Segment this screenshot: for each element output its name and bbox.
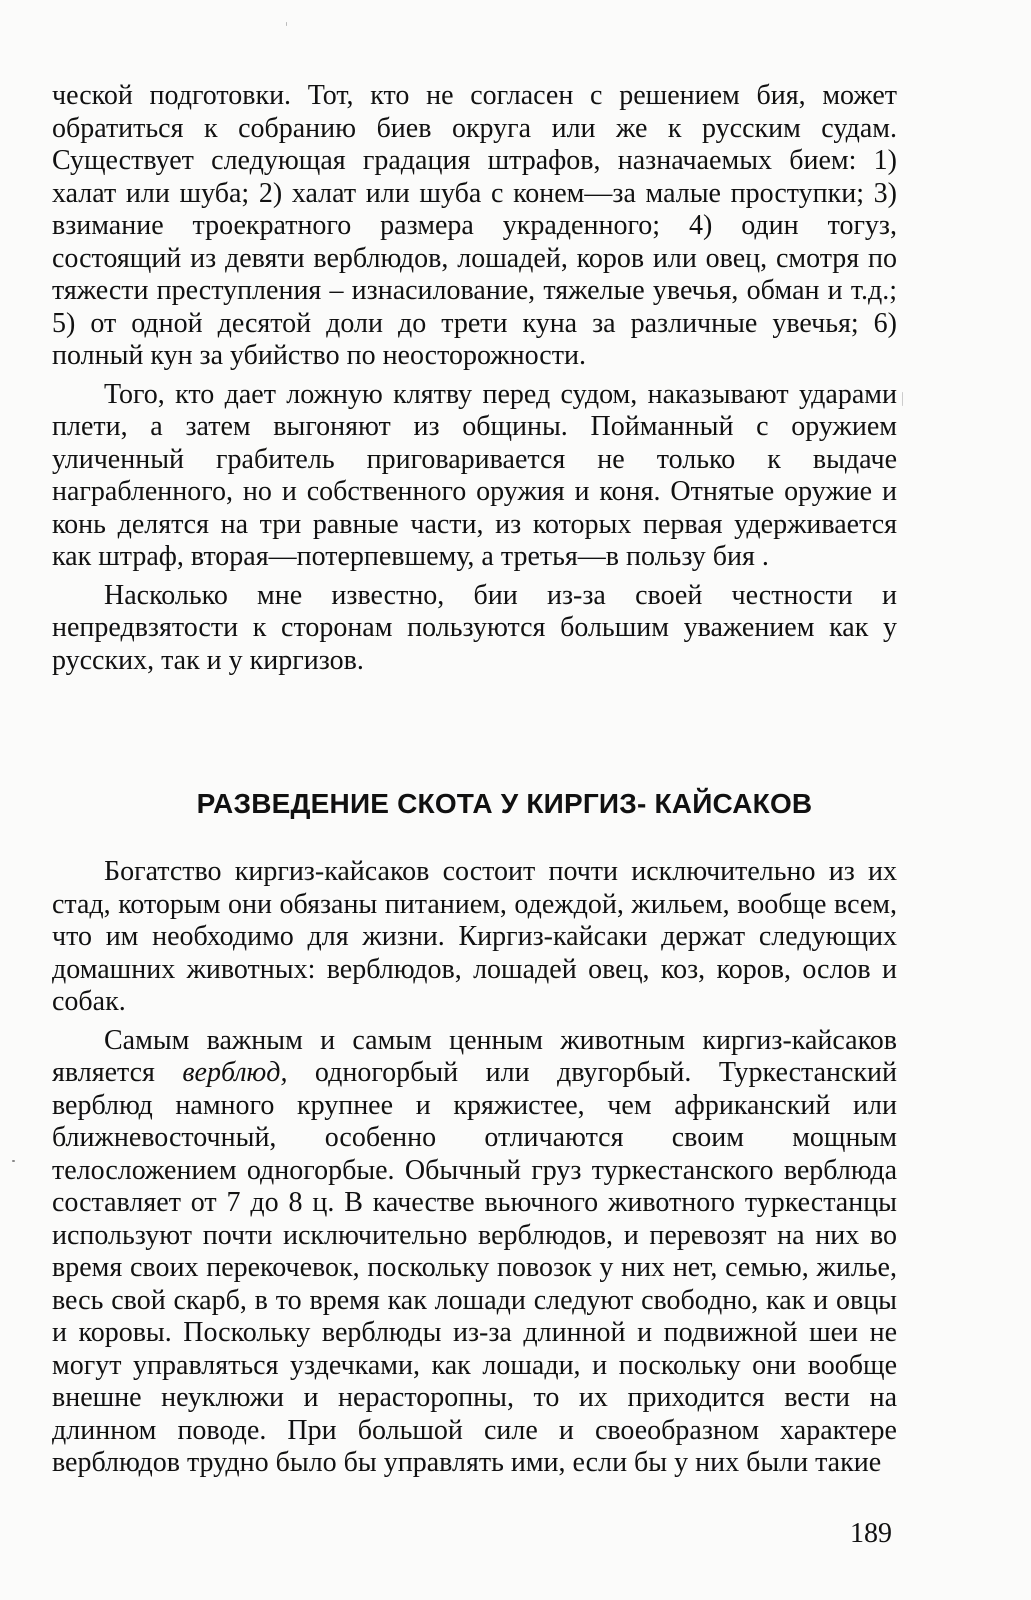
text-block-section — [52, 856, 897, 1480]
scan-speck — [12, 1160, 15, 1162]
paragraph-false-oath: Того, кто дает ложную клятву перед судом, наказывают ударами плети, а затем выгоняют из общины. Пойманный с оружием уличенный грабитель приговаривается не только к выдаче награбленного, но и собственного оружия и коня. Отнятые оружие и конь делятся на три равные части, из которых первая удерживается как штраф, вторая—потерпевшему, а третья—в пользу бия . — [52, 378, 897, 572]
paragraph-wealth: Богатство киргиз-кайсаков состоит почти исключительно из их стад, которым они обязаны питанием, одеждой, жильем, вообще всем, что им необходимо для жизни. Киргиз-кайсаки держат следующих домашних животных: верблюдов, лошадей овец, коз, коров, ослов и собак. — [52, 856, 897, 1017]
scan-speck — [286, 22, 287, 26]
camel-emphasis: верблюд, — [182, 1057, 288, 1088]
paragraph-biis-respect: Насколько мне известно, бии из-за своей честности и непредвзятости к сторонам пользуются большим уважением как у русских, так и у киргизов. — [52, 579, 897, 676]
camel-text-before: Самым важным и самым ценным животным киргиз-кайсаков является — [52, 1024, 897, 1088]
section-heading: РАЗВЕДЕНИЕ СКОТА У КИРГИЗ- КАЙСАКОВ — [196, 788, 813, 819]
paragraph-camel — [52, 1025, 897, 1480]
scan-speck — [902, 392, 903, 406]
page-number: 189 — [850, 1518, 892, 1549]
paragraph-fines: ческой подготовки. Тот, кто не согласен с решением бия, может обратиться к собранию биев округа или же к русским судам. Существует следующая градация штрафов, назначаемых бием: 1) халат или шуба; 2) халат или шуба с конем—за малые проступки; 3) взимание троекратного размера украденного; 4) один тогуз, состоящий из девяти верблюдов, лошадей, коров или овец, смотря по тяжести преступления – изнасилование, тяжелые увечья, обман и т.д.; 5) от одной десятой доли до трети куна за различные увечья; 6) полный кун за убийство по неосторожности. — [52, 80, 897, 371]
camel-text-after: одногорбый или двугорбый. Туркестанский верблюд намного крупнее и кряжистее, чем африканский или ближневосточный, особенно отличаются своим мощным телосложением одногорбые. Обычный груз туркестанского верблюда составляет от 7 до 8 ц. В качестве вьючного животного туркестанцы используют почти исключительно верблюдов, и перевозят на них во время своих перекочевок, поскольку повозок у них нет, семью, жилье, весь свой скарб, в то время как лошади следуют свободно, как и овцы и коровы. Поскольку верблюды из-за длинной и подвижной шеи не могут управляться уздечками, как лошади, и поскольку они вообще внешне неуклюжи и нерасторопны, то их приходится вести на длинном поводе. При большой силе и своеобразном характере верблюдов трудно было бы управлять ими, если бы у них были такие — [52, 1057, 897, 1478]
text-block-top — [52, 80, 897, 677]
